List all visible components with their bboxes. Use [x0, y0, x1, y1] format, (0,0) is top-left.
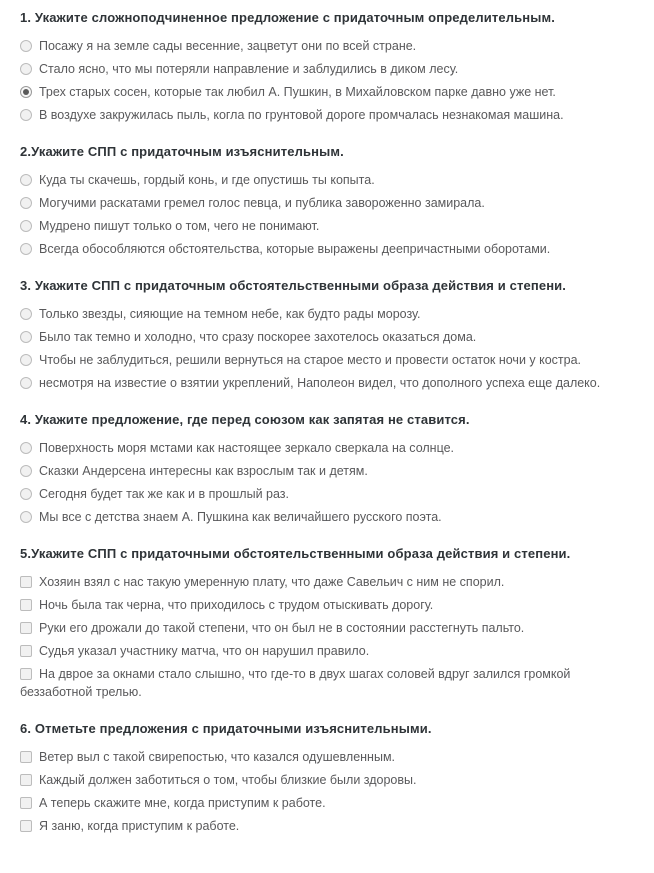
option-text: Хозяин взял с нас такую умеренную плату, что даже Савельич с ним не спорил.: [39, 575, 505, 589]
option-row[interactable]: [20, 642, 636, 660]
question-block: [20, 144, 636, 258]
option-row[interactable]: [20, 439, 636, 457]
option-list: [20, 439, 636, 526]
option-list: [20, 573, 636, 701]
checkbox[interactable]: [20, 622, 32, 634]
option-label[interactable]: [20, 330, 476, 344]
radio-button[interactable]: [20, 465, 32, 477]
option-row[interactable]: [20, 328, 636, 346]
question-title: 5.Укажите СПП с придаточными обстоятельственными образа действия и степени.: [20, 546, 571, 561]
checkbox[interactable]: [20, 797, 32, 809]
option-text: Трех старых сосен, которые так любил А. Пушкин, в Михайловском парке давно уже нет.: [39, 85, 556, 99]
option-label[interactable]: [20, 644, 369, 658]
option-list: [20, 305, 636, 392]
question-title: 6. Отметьте предложения с придаточными изъяснительными.: [20, 721, 432, 736]
option-label[interactable]: [20, 487, 289, 501]
option-label[interactable]: [20, 173, 375, 187]
option-label[interactable]: [20, 307, 421, 321]
checkbox[interactable]: [20, 576, 32, 588]
question-title: 2.Укажите СПП с придаточным изъяснительным.: [20, 144, 344, 159]
option-row[interactable]: [20, 37, 636, 55]
option-label[interactable]: [20, 819, 239, 833]
option-text: несмотря на известие о взятии укреплений, Наполеон видел, что дополного успеха еще далеко.: [39, 376, 601, 390]
option-label[interactable]: [20, 464, 368, 478]
option-label[interactable]: [20, 353, 581, 367]
radio-button[interactable]: [20, 377, 32, 389]
radio-button[interactable]: [20, 109, 32, 121]
checkbox[interactable]: [20, 751, 32, 763]
checkbox[interactable]: [20, 599, 32, 611]
option-text: Сказки Андерсена интересны как взрослым так и детям.: [39, 464, 368, 478]
option-row[interactable]: [20, 374, 636, 392]
option-row[interactable]: [20, 485, 636, 503]
option-text: Я заню, когда приступим к работе.: [39, 819, 240, 833]
option-text: Руки его дрожали до такой степени, что он был не в состоянии расстегнуть пальто.: [39, 621, 525, 635]
option-row[interactable]: [20, 305, 636, 323]
radio-button[interactable]: [20, 511, 32, 523]
option-row[interactable]: [20, 194, 636, 212]
radio-button[interactable]: [20, 40, 32, 52]
option-text: Судья указал участнику матча, что он нарушил правило.: [39, 644, 370, 658]
option-row[interactable]: [20, 171, 636, 189]
option-text: Ветер выл с такой свирепостью, что казался одушевленным.: [39, 750, 396, 764]
option-label[interactable]: [20, 598, 433, 612]
radio-button[interactable]: [20, 442, 32, 454]
option-label[interactable]: [20, 575, 504, 589]
option-label[interactable]: [20, 242, 550, 256]
option-row[interactable]: [20, 817, 636, 835]
option-text: На дврое за окнами стало слышно, что где-то в двух шагах соловей вдруг залился громкой беззаботной трелью.: [20, 667, 571, 699]
option-label[interactable]: [20, 773, 416, 787]
option-list: [20, 171, 636, 258]
option-label[interactable]: [20, 108, 564, 122]
option-row[interactable]: [20, 596, 636, 614]
option-row[interactable]: [20, 106, 636, 124]
option-row[interactable]: [20, 794, 636, 812]
option-label[interactable]: [20, 621, 524, 635]
option-label[interactable]: [20, 750, 395, 764]
option-label[interactable]: [20, 85, 556, 99]
option-row[interactable]: [20, 771, 636, 789]
option-text: Могучими раскатами гремел голос певца, и публика завороженно замирала.: [39, 196, 485, 210]
question-block: [20, 412, 636, 526]
option-text: Всегда обособляются обстоятельства, которые выражены деепричастными оборотами.: [39, 242, 551, 256]
radio-button[interactable]: [20, 63, 32, 75]
option-text: Каждый должен заботиться о том, чтобы близкие были здоровы.: [39, 773, 417, 787]
question-block: [20, 278, 636, 392]
option-label[interactable]: [20, 376, 600, 390]
checkbox[interactable]: [20, 645, 32, 657]
radio-button[interactable]: [20, 354, 32, 366]
option-label[interactable]: [20, 219, 319, 233]
option-row[interactable]: [20, 462, 636, 480]
checkbox[interactable]: [20, 820, 32, 832]
option-row[interactable]: [20, 665, 636, 701]
question-title: 4. Укажите предложение, где перед союзом как запятая не ставится.: [20, 412, 470, 427]
option-text: Ночь была так черна, что приходилось с трудом отыскивать дорогу.: [39, 598, 434, 612]
option-text: Стало ясно, что мы потеряли направление и заблудились в диком лесу.: [39, 62, 459, 76]
option-row[interactable]: [20, 573, 636, 591]
radio-button[interactable]: [20, 220, 32, 232]
option-row[interactable]: [20, 351, 636, 369]
option-text: Куда ты скачешь, гордый конь, и где опустишь ты копыта.: [39, 173, 375, 187]
radio-button[interactable]: [20, 308, 32, 320]
question-title: 3. Укажите СПП с придаточным обстоятельственными образа действия и степени.: [20, 278, 567, 293]
option-row[interactable]: [20, 240, 636, 258]
option-text: Поверхность моря мстами как настоящее зеркало сверкала на солнце.: [39, 441, 455, 455]
option-row[interactable]: [20, 60, 636, 78]
option-text: Было так темно и холодно, что сразу поскорее захотелось оказаться дома.: [39, 330, 477, 344]
radio-button[interactable]: [20, 174, 32, 186]
option-label[interactable]: [20, 62, 458, 76]
option-text: Мудрено пишут только о том, чего не понимают.: [39, 219, 320, 233]
option-text: В воздухе закружилась пыль, когла по грунтовой дороге промчалась незнакомая машина.: [39, 108, 564, 122]
radio-button[interactable]: [20, 86, 32, 98]
option-text: Только звезды, сияющие на темном небе, как будто рады морозу.: [39, 307, 421, 321]
radio-button[interactable]: [20, 243, 32, 255]
option-text: Чтобы не заблудиться, решили вернуться на старое место и провести остаток ночи у костра.: [39, 353, 582, 367]
option-row[interactable]: [20, 619, 636, 637]
option-text: Мы все с детства знаем А. Пушкина как величайшего русского поэта.: [39, 510, 442, 524]
option-label[interactable]: [20, 796, 326, 810]
option-label[interactable]: [20, 510, 442, 524]
option-text: Посажу я на земле сады весенние, зацветут они по всей стране.: [39, 39, 417, 53]
option-label[interactable]: [20, 39, 416, 53]
option-row[interactable]: [20, 748, 636, 766]
checkbox[interactable]: [20, 774, 32, 786]
option-label[interactable]: [20, 441, 454, 455]
option-text: Сегодня будет так же как и в прошлый раз.: [39, 487, 289, 501]
option-row[interactable]: [20, 83, 636, 101]
option-label[interactable]: [20, 667, 570, 699]
question-block: [20, 0, 636, 124]
option-row[interactable]: [20, 508, 636, 526]
question-block: [20, 546, 636, 701]
radio-button[interactable]: [20, 488, 32, 500]
question-title: 1. Укажите сложноподчиненное предложение с придаточным определительным.: [20, 10, 555, 25]
option-label[interactable]: [20, 196, 485, 210]
option-row[interactable]: [20, 217, 636, 235]
question-block: [20, 721, 636, 835]
option-text: А теперь скажите мне, когда приступим к работе.: [39, 796, 326, 810]
checkbox[interactable]: [20, 668, 32, 680]
option-list: [20, 748, 636, 835]
radio-button[interactable]: [20, 197, 32, 209]
option-list: [20, 37, 636, 124]
radio-button[interactable]: [20, 331, 32, 343]
